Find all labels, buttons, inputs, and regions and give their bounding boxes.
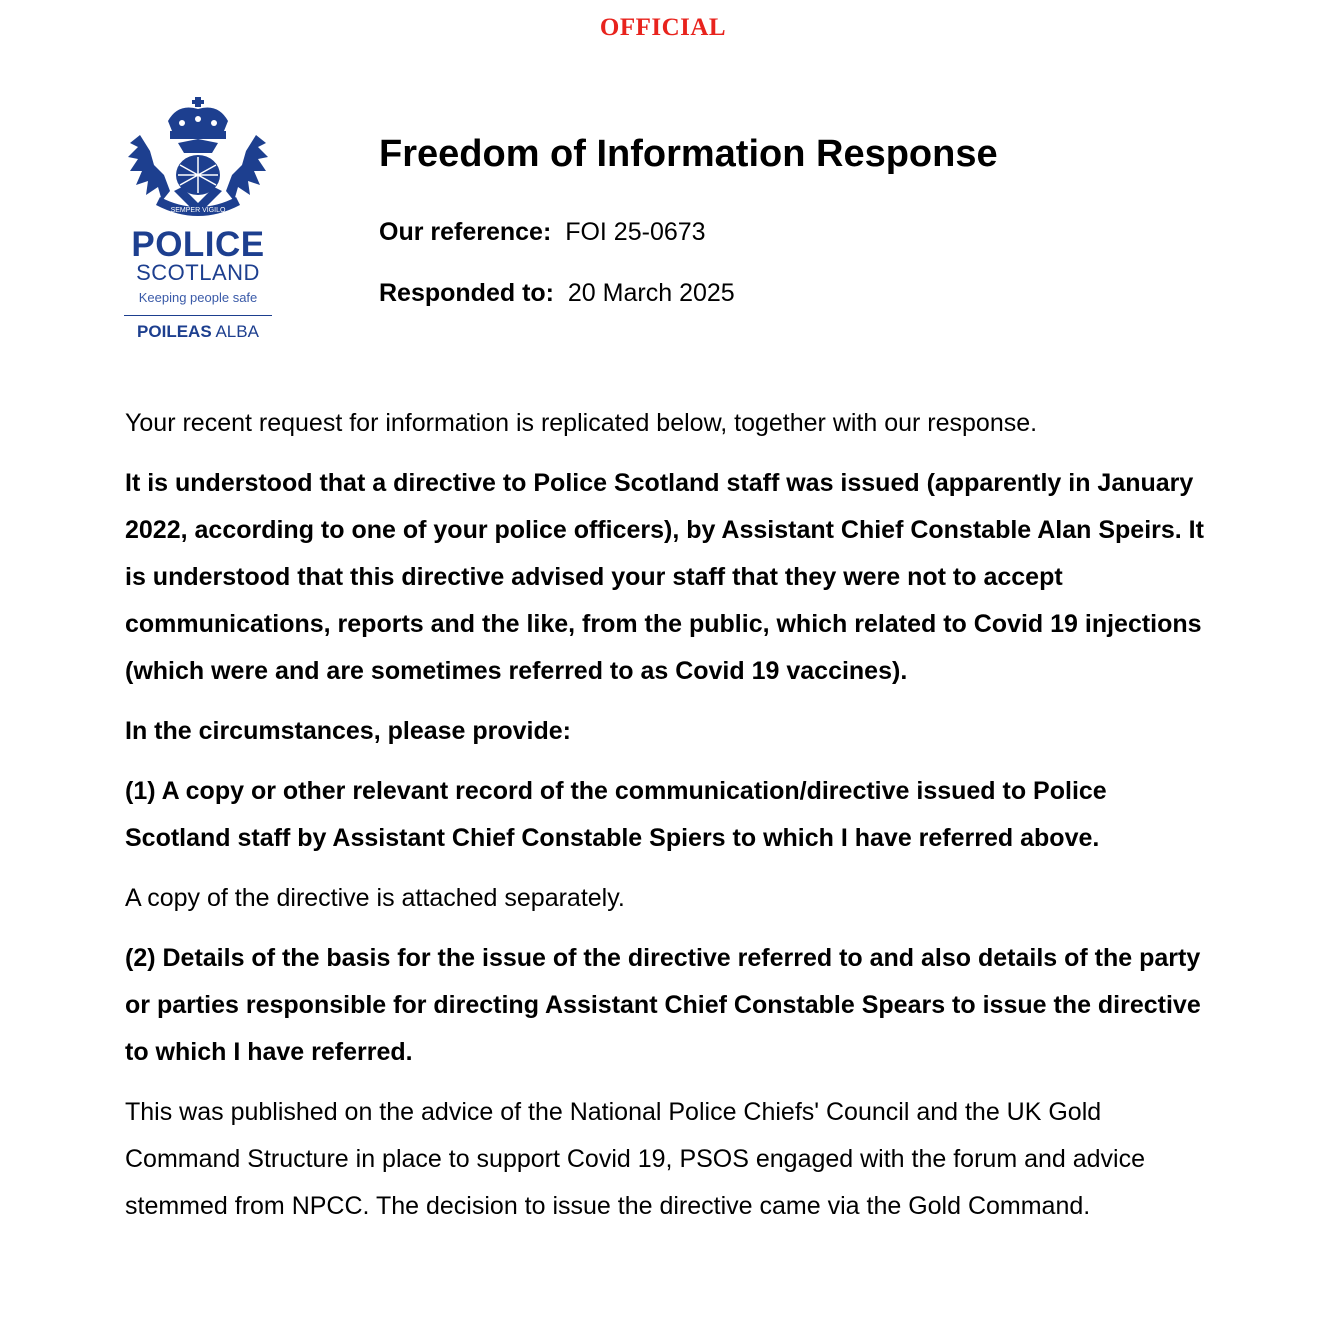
logo-name-police: POLICE [131, 225, 265, 264]
logo-gaelic-name [118, 322, 278, 342]
question-2: (2) Details of the basis for the issue of the directive referred to and also details of the party or parties responsible for directing Assistant Chief Constable Spears to issue the directive to which I have referred. [125, 944, 1201, 1066]
answer-1: A copy of the directive is attached separately. [125, 884, 625, 912]
logo-gaelic-bold: POILEAS [137, 322, 212, 341]
crest-motto: SEMPER VIGILO [170, 207, 226, 214]
document-body [125, 400, 1215, 1243]
responded-label: Responded to: [379, 279, 554, 307]
intro-paragraph: Your recent request for information is replicated below, together with our response. [125, 409, 1038, 437]
logo-gaelic-rest: ALBA [211, 322, 259, 341]
answer-2: This was published on the advice of the National Police Chiefs' Council and the UK Gold Command Structure in place to support Covid 19, PSOS engaged with the forum and advice stemmed from NPCC. The decision to issue the directive came via the Gold Command. [125, 1098, 1146, 1220]
question-1: (1) A copy or other relevant record of the communication/directive issued to Police Scotland staff by Assistant Chief Constable Spiers to which I have referred above. [125, 777, 1107, 852]
request-paragraph: It is understood that a directive to Police Scotland staff was issued (apparently in January 2022, according to one of your police officers), by Assistant Chief Constable Alan Speirs. It is understood that this directive advised your staff that they were not to accept communications, reports and the like, from the public, which related to Covid 19 injections (which were and are sometimes referred to as Covid 19 vaccines). [125, 469, 1204, 685]
page-title: Freedom of Information Response [379, 133, 998, 175]
logo-name-scotland: SCOTLAND [136, 260, 260, 285]
police-scotland-logo [118, 95, 278, 350]
police-scotland-crest-icon [118, 95, 278, 225]
reference-value: FOI 25-0673 [565, 218, 706, 246]
responded-line [379, 278, 735, 308]
circumstances-paragraph: In the circumstances, please provide: [125, 717, 571, 745]
reference-label: Our reference: [379, 218, 552, 246]
logo-divider [124, 315, 272, 316]
logo-tagline: Keeping people safe [138, 290, 258, 305]
responded-value: 20 March 2025 [567, 279, 735, 307]
reference-line [379, 217, 706, 247]
protective-marking: OFFICIAL [599, 14, 727, 41]
